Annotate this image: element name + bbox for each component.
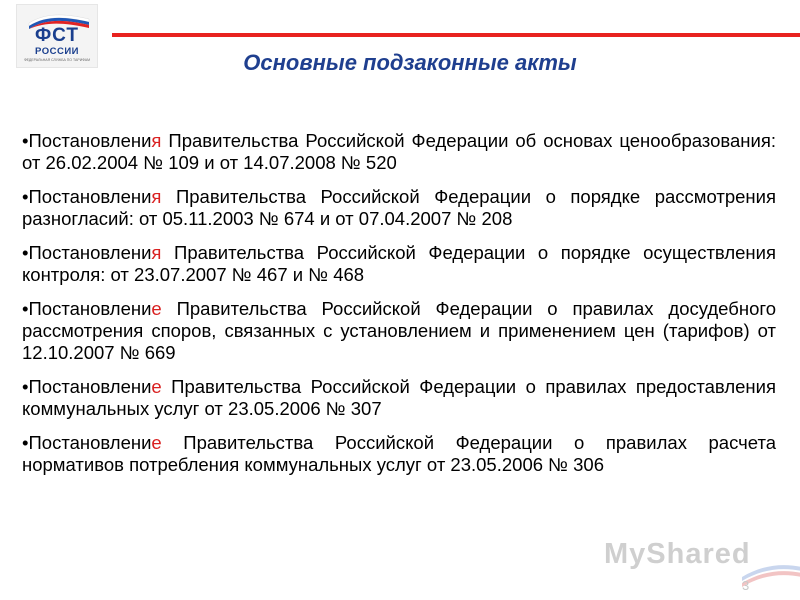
- item-text: Правительства Российской Федерации о правилах досудебного рассмотрения споров, связанных с установлением и применением цен (тарифов) от 12.10.2007 № 669: [22, 298, 776, 363]
- header-rule: [112, 33, 800, 37]
- slide-title: Основные подзаконные акты: [243, 50, 577, 75]
- item-text: Правительства Российской Федерации о правилах расчета нормативов потребления коммунальных услуг от 23.05.2006 № 306: [22, 432, 776, 475]
- item-lead: •Постановлени: [22, 432, 152, 453]
- list-item: [22, 298, 776, 364]
- document-list: [22, 130, 776, 488]
- flag-swoosh-icon: [742, 555, 800, 595]
- item-lead: •Постановлени: [22, 376, 152, 397]
- item-accent: я: [151, 242, 162, 263]
- item-text: Правительства Российской Федерации о правилах предоставления коммунальных услуг от 23.05.2006 № 307: [22, 376, 776, 419]
- item-lead: •Постановлени: [22, 130, 152, 151]
- fst-logo: [16, 4, 98, 68]
- item-text: Правительства Российской Федерации о порядке рассмотрения разногласий: от 05.11.2003 № 674 и от 07.04.2007 № 208: [22, 186, 776, 229]
- item-accent: е: [151, 376, 162, 397]
- item-lead: •Постановлени: [22, 298, 152, 319]
- item-text: Правительства Российской Федерации о порядке осуществления контроля: от 23.07.2007 № 467 и № 468: [22, 242, 776, 285]
- logo-country: РОССИИ: [35, 46, 79, 57]
- watermark: MyShared: [604, 538, 751, 570]
- item-accent: е: [151, 432, 162, 453]
- logo-acronym: ФСТ: [34, 25, 80, 46]
- item-text: Правительства Российской Федерации об основах ценообразования: от 26.02.2004 № 109 и от 14.07.2008 № 520: [22, 130, 776, 173]
- item-lead: •Постановлени: [22, 242, 152, 263]
- list-item: [22, 242, 776, 286]
- list-item: [22, 376, 776, 420]
- list-item: [22, 186, 776, 230]
- item-accent: я: [151, 130, 162, 151]
- item-accent: я: [151, 186, 162, 207]
- list-item: [22, 432, 776, 476]
- item-lead: •Постановлени: [22, 186, 152, 207]
- page-number: 3: [742, 578, 750, 593]
- list-item: [22, 130, 776, 174]
- logo-subtitle: ФЕДЕРАЛЬНАЯ СЛУЖБА ПО ТАРИФАМ: [23, 58, 91, 62]
- item-accent: е: [151, 298, 162, 319]
